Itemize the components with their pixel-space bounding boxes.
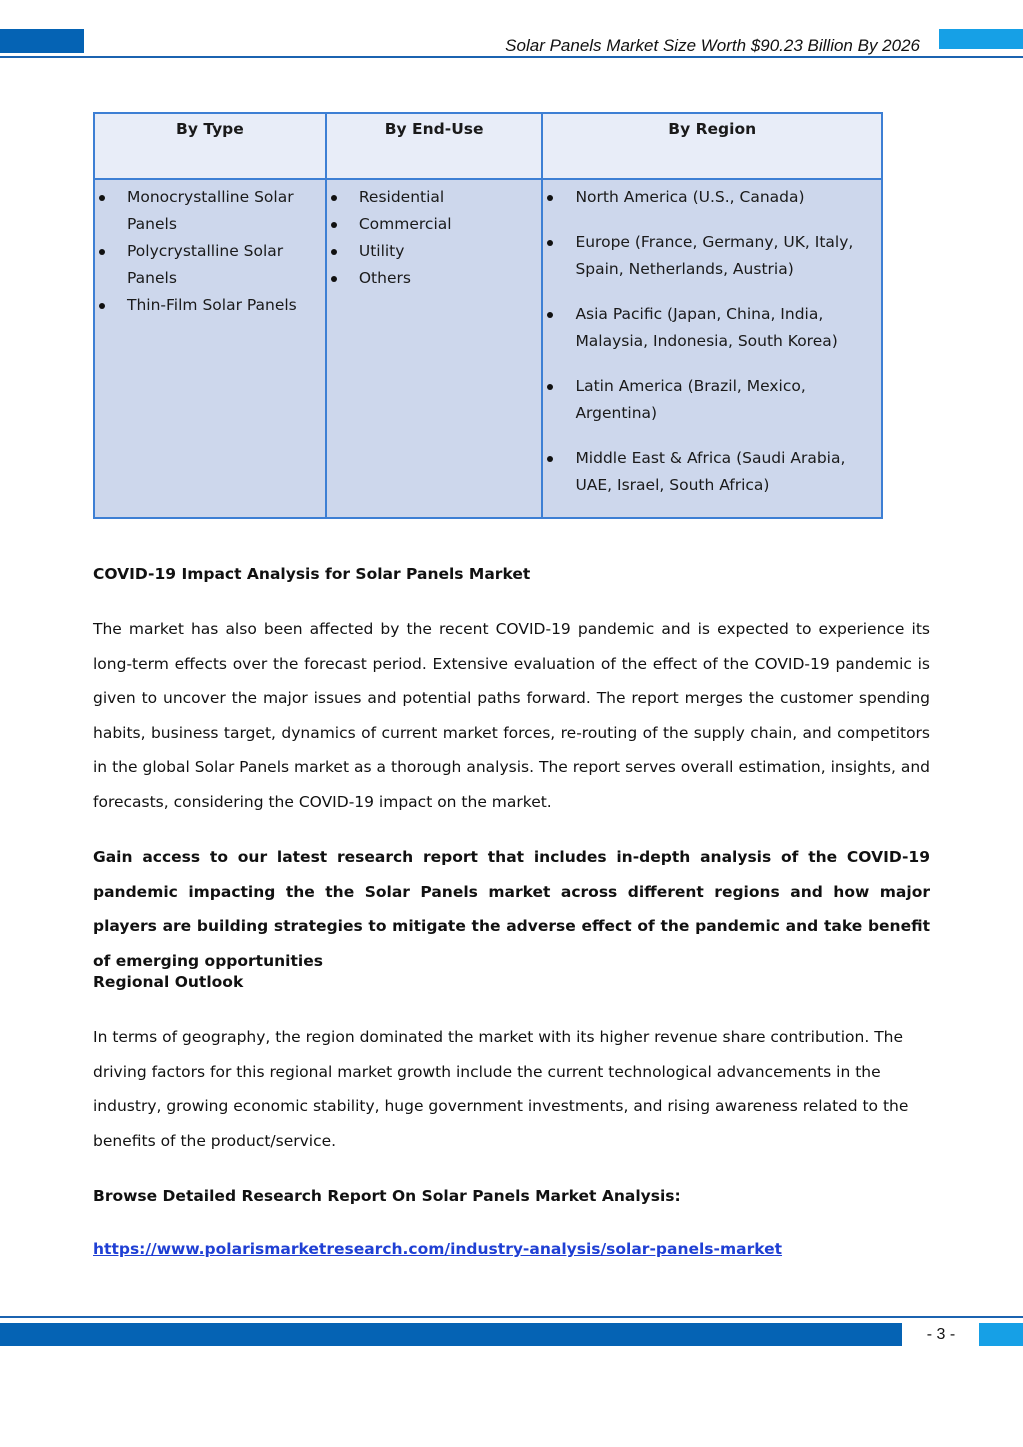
list-item: Asia Pacific (Japan, China, India, Malaysia, Indonesia, South Korea) bbox=[543, 301, 881, 355]
list-item: Monocrystalline Solar Panels bbox=[95, 184, 325, 238]
header-accent-bar-right bbox=[939, 29, 1023, 49]
by-region-list bbox=[543, 180, 881, 499]
list-item: Middle East & Africa (Saudi Arabia, UAE, Israel, South Africa) bbox=[543, 445, 881, 499]
page-number: - 3 - bbox=[926, 1326, 956, 1343]
browse-report-heading: Browse Detailed Research Report On Solar Panels Market Analysis: bbox=[93, 1187, 681, 1205]
footer-divider bbox=[0, 1316, 1023, 1318]
regional-section-body: In terms of geography, the region dominated the market with its higher revenue share contribution. The driving factors for this regional market growth include the current technological advancements in the industry, growing economic stability, huge government investments, and rising awareness related to the benefits of the product/service. bbox=[93, 1028, 909, 1150]
column-header-by-end-use: By End-Use bbox=[326, 113, 543, 179]
list-item: Commercial bbox=[327, 211, 542, 238]
table-header-row bbox=[94, 113, 882, 179]
report-link[interactable]: https://www.polarismarketresearch.com/industry-analysis/solar-panels-market bbox=[93, 1240, 783, 1258]
list-item: Utility bbox=[327, 238, 542, 265]
column-header-by-region: By Region bbox=[542, 113, 882, 179]
by-end-use-list bbox=[327, 180, 542, 292]
list-item: Others bbox=[327, 265, 542, 292]
footer-accent-bar-right bbox=[979, 1323, 1023, 1346]
header-accent-bar-left bbox=[0, 29, 84, 53]
covid-section-heading: COVID-19 Impact Analysis for Solar Panels Market bbox=[93, 565, 531, 583]
list-item: Polycrystalline Solar Panels bbox=[95, 238, 325, 292]
by-end-use-cell bbox=[326, 179, 543, 518]
table-row bbox=[94, 179, 882, 518]
by-region-cell bbox=[542, 179, 882, 518]
list-item: Europe (France, Germany, UK, Italy, Spain, Netherlands, Austria) bbox=[543, 229, 881, 283]
covid-callout: Gain access to our latest research report that includes in-depth analysis of the COVID-19 pandemic impacting the the Solar Panels market across different regions and how major players are building strategies to mitigate the adverse effect of the pandemic and take benefit of emerging opportunities bbox=[93, 848, 930, 970]
segmentation-table bbox=[93, 112, 883, 519]
list-item: Residential bbox=[327, 184, 542, 211]
covid-section-body: The market has also been affected by the recent COVID-19 pandemic and is expected to experience its long-term effects over the forecast period. Extensive evaluation of the effect of the COVID-19 pandemic is given to uncover the major issues and potential paths forward. The report merges the customer spending habits, business target, dynamics of current market forces, re-routing of the supply chain, and competitors in the global Solar Panels market as a thorough analysis. The report serves overall estimation, insights, and forecasts, considering the COVID-19 impact on the market. bbox=[93, 620, 930, 811]
header-divider bbox=[0, 56, 1023, 58]
column-header-by-type: By Type bbox=[94, 113, 326, 179]
by-type-list bbox=[95, 180, 325, 319]
list-item: North America (U.S., Canada) bbox=[543, 184, 881, 211]
by-type-cell bbox=[94, 179, 326, 518]
list-item: Latin America (Brazil, Mexico, Argentina) bbox=[543, 373, 881, 427]
footer-accent-bar-left bbox=[0, 1323, 902, 1346]
header-title: Solar Panels Market Size Worth $90.23 Billion By 2026 bbox=[505, 36, 920, 55]
list-item: Thin-Film Solar Panels bbox=[95, 292, 325, 319]
regional-section-heading: Regional Outlook bbox=[93, 973, 244, 991]
